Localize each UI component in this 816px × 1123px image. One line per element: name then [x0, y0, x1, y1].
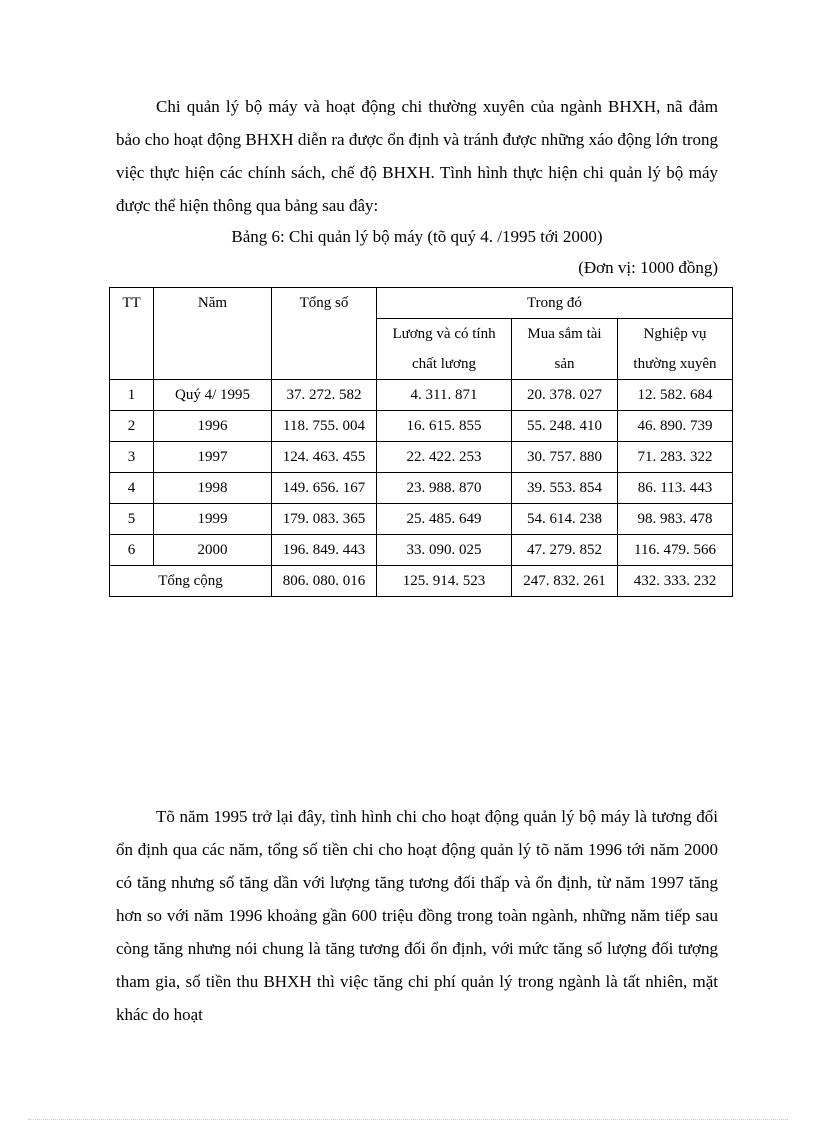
row-tt: 1 — [110, 380, 154, 411]
expense-table — [109, 287, 733, 597]
row-operations: 98. 983. 478 — [618, 504, 733, 535]
row-operations: 46. 890. 739 — [618, 411, 733, 442]
row-year: 1999 — [154, 504, 272, 535]
row-total: 118. 755. 004 — [272, 411, 377, 442]
table-row — [110, 442, 733, 473]
total-sum: 806. 080. 016 — [272, 566, 377, 597]
total-assets: 247. 832. 261 — [512, 566, 618, 597]
row-salary: 22. 422. 253 — [377, 442, 512, 473]
row-tt: 4 — [110, 473, 154, 504]
intro-paragraph: Chi quản lý bộ máy và hoạt động chi thường xuyên của ngành BHXH, nã đảm bảo cho hoạt động BHXH diễn ra được ổn định và tránh được những xáo động lớn trong việc thực hiện các chính sách, chế độ BHXH. Tình hình thực hiện chi quản lý bộ máy được thể hiện thông qua bảng sau đây: — [116, 97, 718, 215]
row-tt: 5 — [110, 504, 154, 535]
row-tt: 6 — [110, 535, 154, 566]
row-salary: 25. 485. 649 — [377, 504, 512, 535]
row-assets: 55. 248. 410 — [512, 411, 618, 442]
page-bottom-divider — [28, 1119, 788, 1120]
row-salary: 23. 988. 870 — [377, 473, 512, 504]
total-operations: 432. 333. 232 — [618, 566, 733, 597]
header-total: Tổng số — [272, 288, 377, 380]
row-operations: 12. 582. 684 — [618, 380, 733, 411]
table-caption: Bảng 6: Chi quản lý bộ máy (tõ quý 4. /1995 tới 2000) — [231, 227, 603, 246]
table-total-row — [110, 566, 733, 597]
analysis-paragraph: Tõ năm 1995 trở lại đây, tình hình chi cho hoạt động quản lý bộ máy là tương đối ổn định qua các năm, tổng số tiền chi cho hoạt động quản lý tõ năm 1996 tới năm 2000 có tăng nhưng số tăng dần với lượng tăng tương đối thấp và ổn định, từ năm 1997 tăng hơn so với năm 1996 khoảng gần 600 triệu đồng trong toàn ngành, những năm tiếp sau còng tăng nhưng nói chung là tăng tương đối ổn định, với mức tăng số lượng đối tượng tham gia, số tiền thu BHXH thì việc tăng chi phí quản lý trong ngành là tất nhiên, mặt khác do hoạt — [116, 807, 718, 1024]
row-total: 179. 083. 365 — [272, 504, 377, 535]
header-operations: Nghiệp vụ thường xuyên — [618, 319, 733, 380]
header-tt: TT — [110, 288, 154, 380]
table-row — [110, 411, 733, 442]
table-header-row — [110, 288, 733, 319]
row-salary: 16. 615. 855 — [377, 411, 512, 442]
row-tt: 3 — [110, 442, 154, 473]
row-total: 37. 272. 582 — [272, 380, 377, 411]
row-total: 149. 656. 167 — [272, 473, 377, 504]
header-salary: Lương và có tính chất lương — [377, 319, 512, 380]
header-assets: Mua sắm tài sản — [512, 319, 618, 380]
row-total: 196. 849. 443 — [272, 535, 377, 566]
row-assets: 39. 553. 854 — [512, 473, 618, 504]
table-row — [110, 380, 733, 411]
row-operations: 86. 113. 443 — [618, 473, 733, 504]
row-salary: 33. 090. 025 — [377, 535, 512, 566]
row-assets: 30. 757. 880 — [512, 442, 618, 473]
table-row — [110, 504, 733, 535]
row-year: Quý 4/ 1995 — [154, 380, 272, 411]
row-operations: 116. 479. 566 — [618, 535, 733, 566]
header-of-which: Trong đó — [377, 288, 733, 319]
row-year: 1996 — [154, 411, 272, 442]
table-body — [110, 380, 733, 566]
row-salary: 4. 311. 871 — [377, 380, 512, 411]
row-operations: 71. 283. 322 — [618, 442, 733, 473]
row-assets: 54. 614. 238 — [512, 504, 618, 535]
row-assets: 20. 378. 027 — [512, 380, 618, 411]
table-row — [110, 535, 733, 566]
row-year: 2000 — [154, 535, 272, 566]
row-year: 1997 — [154, 442, 272, 473]
row-year: 1998 — [154, 473, 272, 504]
total-label: Tổng cộng — [110, 566, 272, 597]
row-total: 124. 463. 455 — [272, 442, 377, 473]
row-assets: 47. 279. 852 — [512, 535, 618, 566]
table-unit: (Đơn vị: 1000 đồng) — [578, 258, 718, 277]
header-year: Năm — [154, 288, 272, 380]
total-salary: 125. 914. 523 — [377, 566, 512, 597]
table-row — [110, 473, 733, 504]
row-tt: 2 — [110, 411, 154, 442]
